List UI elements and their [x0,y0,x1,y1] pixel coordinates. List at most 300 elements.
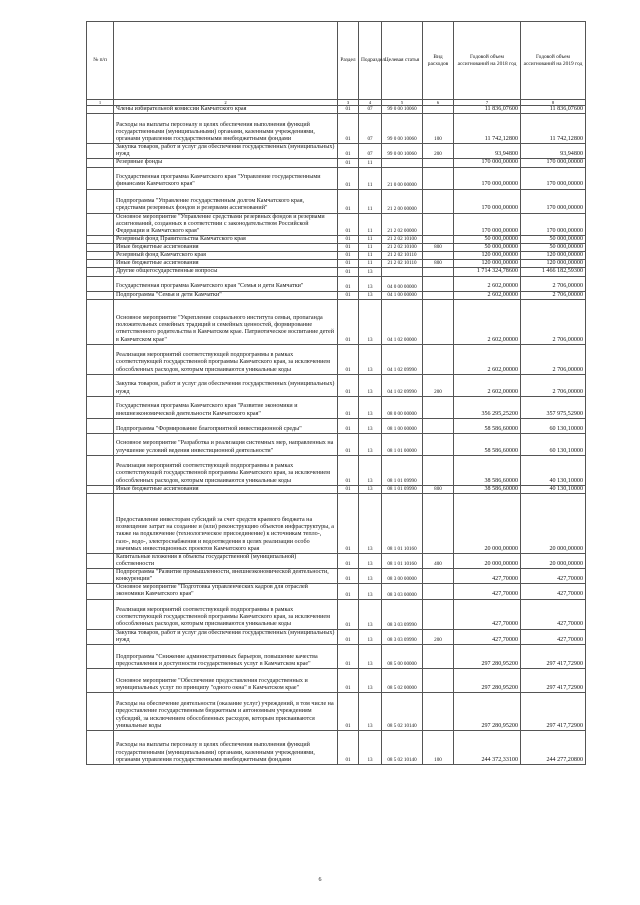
section-code: 01 [338,396,359,418]
col-number: 2 [114,100,338,106]
amount-2018: 58 586,60000 [454,433,521,455]
row-number [87,167,114,189]
item-name: Государственная программа Камчатского края "Развитие экономики и внешнеэкономической деятельности Камчатского края" [114,396,338,418]
section-code: 01 [338,692,359,730]
amount-2019: 170 000,00000 [521,167,586,189]
expense-type-code [423,418,454,433]
target-article-code: 08 5 02 00000 [382,668,423,692]
amount-2019: 120 000,00000 [521,252,586,260]
table-row [87,106,586,114]
target-article-code: 21 2 02 10100 [382,235,423,243]
amount-2018: 297 280,95200 [454,692,521,730]
table-row [87,668,586,692]
expense-type-code: 800 [423,244,454,252]
subsection-code: 13 [359,692,382,730]
section-code: 01 [338,418,359,433]
amount-2018: 427,70000 [454,599,521,629]
item-name: Расходы на выплаты персоналу в целях обеспечения выполнения функций государственными (муниципальными) органами, казенными учреждениями, органами управления государственными внебюджетными фондами [114,114,338,144]
amount-2019: 297 417,72900 [521,644,586,668]
subsection-code: 07 [359,106,382,114]
item-name: Расходы на обеспечение деятельности (оказание услуг) учреждений, в том числе на предоставление государственным бюджетным и автономным учреждениям субсидий, за исключением обособленных расходов, которым присваиваются уникальные коды [114,692,338,730]
row-number [87,455,114,485]
amount-2019: 11 836,07600 [521,106,586,114]
expense-type-code [423,235,454,243]
row-number [87,344,114,374]
col-number: 7 [454,100,521,106]
expense-type-code [423,299,454,344]
table-row [87,644,586,668]
item-name: Резервный фонд Правительства Камчатского края [114,235,338,243]
amount-2018: 93,94800 [454,144,521,159]
target-article-code: 99 0 00 10060 [382,106,423,114]
amount-2019: 60 130,10000 [521,418,586,433]
subsection-code: 13 [359,396,382,418]
target-article-code: 08 1 01 10160 [382,493,423,553]
amount-2018: 427,70000 [454,569,521,584]
section-code: 01 [338,344,359,374]
col-section-header: Раздел [338,22,359,100]
expense-type-code [423,433,454,455]
target-article-code [382,268,423,276]
amount-2018: 297 280,95200 [454,668,521,692]
col-number: 4 [359,100,382,106]
section-code: 01 [338,189,359,213]
table-row [87,433,586,455]
subsection-code: 07 [359,144,382,159]
amount-2018: 356 295,25200 [454,396,521,418]
subsection-code: 13 [359,299,382,344]
expense-type-code: 100 [423,730,454,764]
amount-2018: 120 000,00000 [454,252,521,260]
row-number [87,553,114,568]
row-number [87,692,114,730]
subsection-code: 11 [359,235,382,243]
table-row [87,159,586,167]
amount-2018: 1 714 324,78600 [454,268,521,276]
subsection-code: 13 [359,268,382,276]
amount-2019: 170 000,00000 [521,213,586,235]
row-number [87,268,114,276]
target-article-code: 21 2 02 00000 [382,213,423,235]
table-row [87,235,586,243]
section-code: 01 [338,455,359,485]
item-name: Подпрограмма "Семья и дети Камчатки" [114,291,338,299]
item-name: Иные бюджетные ассигнования [114,485,338,493]
table-row [87,584,586,599]
target-article-code: 21 2 02 10100 [382,244,423,252]
subsection-code: 13 [359,569,382,584]
section-code: 01 [338,106,359,114]
item-name: Резервный фонд Камчатского края [114,252,338,260]
expense-type-code [423,644,454,668]
expense-type-code: 200 [423,629,454,644]
expense-type-code [423,455,454,485]
table-row [87,599,586,629]
amount-2018: 20 000,00000 [454,553,521,568]
amount-2019: 93,94800 [521,144,586,159]
table-row [87,553,586,568]
row-number [87,493,114,553]
subsection-code: 11 [359,189,382,213]
item-name: Другие общегосударственные вопросы [114,268,338,276]
target-article-code: 08 3 03 09990 [382,599,423,629]
subsection-code: 13 [359,276,382,291]
subsection-code: 11 [359,260,382,268]
item-name: Закупка товаров, работ и услуг для обеспечения государственных (муниципальных) нужд [114,374,338,396]
amount-2018: 58 586,60000 [454,418,521,433]
table-row [87,213,586,235]
amount-2019: 40 130,10000 [521,485,586,493]
expense-type-code [423,252,454,260]
target-article-code: 04 1 00 00000 [382,291,423,299]
amount-2019: 20 000,00000 [521,493,586,553]
table-row [87,114,586,144]
item-name: Иные бюджетные ассигнования [114,260,338,268]
target-article-code: 08 1 00 00000 [382,418,423,433]
subsection-code: 13 [359,493,382,553]
subsection-code: 13 [359,418,382,433]
col-name-header [114,22,338,100]
item-name: Основное мероприятие "Управление средствами резервных фондов и резервами ассигнований, созданных в соответствии с законодательством Российской Федерации и Камчатского края" [114,213,338,235]
col-number: 6 [423,100,454,106]
amount-2019: 427,70000 [521,599,586,629]
expense-type-code [423,344,454,374]
target-article-code: 08 3 00 00000 [382,569,423,584]
target-article-code: 21 2 02 10110 [382,252,423,260]
item-name: Основное мероприятие "Укрепление социального института семьи, пропаганда положительных семейных традиций и семейных ценностей, формирование ответственного родительства в Камчатском крае. Патриотическое воспитание детей в Камчатском крае" [114,299,338,344]
row-number [87,114,114,144]
table-row [87,252,586,260]
amount-2019: 11 742,12800 [521,114,586,144]
subsection-code: 13 [359,599,382,629]
target-article-code: 08 1 01 09990 [382,455,423,485]
table-row [87,629,586,644]
amount-2018: 2 602,00000 [454,276,521,291]
expense-type-code [423,599,454,629]
target-article-code: 04 0 00 00000 [382,276,423,291]
row-number [87,433,114,455]
table-body [87,106,586,765]
expense-type-code [423,106,454,114]
col-number: 5 [382,100,423,106]
subsection-code: 13 [359,344,382,374]
amount-2018: 2 602,00000 [454,344,521,374]
expense-type-code: 800 [423,260,454,268]
table-row [87,299,586,344]
table-row [87,291,586,299]
amount-2018: 170 000,00000 [454,167,521,189]
table-row [87,244,586,252]
amount-2018: 11 742,12800 [454,114,521,144]
col-number: 8 [521,100,586,106]
expense-type-code: 200 [423,374,454,396]
item-name: Подпрограмма "Снижение административных барьеров, повышение качества предоставления и доступности государственных услуг в Камчатском крае" [114,644,338,668]
amount-2018: 20 000,00000 [454,493,521,553]
row-number [87,644,114,668]
item-name: Предоставление инвесторам субсидий за счет средств краевого бюджета на возмещение затрат на создание и (или) реконструкцию объектов инфраструктуры, а также на подключение (технологическое присоединение) к источникам тепло-, газо-, водо-, электроснабжения и водоотведения в целях реализации особо значимых инвестиционных проектов Камчатского края [114,493,338,553]
section-code: 01 [338,159,359,167]
budget-table [86,21,586,765]
target-article-code: 08 5 02 10140 [382,730,423,764]
item-name: Иные бюджетные ассигнования [114,244,338,252]
target-article-code: 21 2 00 00000 [382,189,423,213]
amount-2019: 40 130,10000 [521,455,586,485]
table-row [87,144,586,159]
subsection-code: 13 [359,455,382,485]
table-row [87,268,586,276]
expense-type-code [423,584,454,599]
item-name: Основное мероприятие "Разработка и реализация системных мер, направленных на улучшение условий ведения инвестиционной деятельности" [114,433,338,455]
row-number [87,159,114,167]
subsection-code: 11 [359,159,382,167]
target-article-code: 08 1 01 10160 [382,553,423,568]
amount-2019: 2 706,00000 [521,299,586,344]
subsection-code: 13 [359,668,382,692]
row-number [87,396,114,418]
subsection-code: 11 [359,213,382,235]
target-article-code: 21 0 00 00000 [382,167,423,189]
expense-type-code [423,189,454,213]
row-number [87,106,114,114]
target-article-code: 04 1 02 09990 [382,344,423,374]
amount-2019: 427,70000 [521,584,586,599]
header-row [87,22,586,100]
amount-2019: 170 000,00000 [521,189,586,213]
amount-2018: 38 586,60000 [454,485,521,493]
section-code: 01 [338,114,359,144]
section-code: 01 [338,584,359,599]
expense-type-code [423,213,454,235]
section-code: 01 [338,569,359,584]
target-article-code: 04 1 02 00000 [382,299,423,344]
row-number [87,235,114,243]
amount-2018: 50 000,00000 [454,235,521,243]
target-article-code: 08 5 00 00000 [382,644,423,668]
section-code: 01 [338,244,359,252]
table-row [87,493,586,553]
section-code: 01 [338,493,359,553]
row-number [87,144,114,159]
row-number [87,374,114,396]
row-number [87,252,114,260]
row-number [87,276,114,291]
expense-type-code: 100 [423,114,454,144]
item-name: Подпрограмма "Управление государственным долгом Камчатского края, средствами резервных фондов и резервами ассигнований" [114,189,338,213]
col-num-header: № п/п [87,22,114,100]
section-code: 01 [338,433,359,455]
amount-2019: 120 000,00000 [521,260,586,268]
item-name: Основное мероприятие "Обеспечение предоставления государственных и муниципальных услуг по принципу "одного окна" в Камчатском крае" [114,668,338,692]
expense-type-code [423,291,454,299]
expense-type-code [423,268,454,276]
section-code: 01 [338,644,359,668]
amount-2019: 244 277,20800 [521,730,586,764]
col-2018-header: Годовой объем ассигнований на 2018 год [454,22,521,100]
section-code: 01 [338,268,359,276]
table-row [87,569,586,584]
page-number: 6 [318,877,322,883]
row-number [87,244,114,252]
item-name: Закупка товаров, работ и услуг для обеспечения государственных (муниципальных) нужд [114,629,338,644]
col-2019-header: Годовой объем ассигнований на 2019 год [521,22,586,100]
amount-2018: 11 836,07600 [454,106,521,114]
table-row [87,396,586,418]
item-name: Основное мероприятие "Подготовка управленческих кадров для отраслей экономики Камчатского края" [114,584,338,599]
section-code: 01 [338,291,359,299]
amount-2018: 297 280,95200 [454,644,521,668]
amount-2018: 170 000,00000 [454,159,521,167]
table-row [87,455,586,485]
section-code: 01 [338,276,359,291]
section-code: 01 [338,553,359,568]
section-code: 01 [338,668,359,692]
row-number [87,260,114,268]
item-name: Реализация мероприятий соответствующей подпрограммы в рамках соответствующей государственной программы Камчатского края, за исключением обособленных расходов, которым присваиваются уникальные коды [114,455,338,485]
amount-2018: 120 000,00000 [454,260,521,268]
section-code: 01 [338,144,359,159]
item-name: Резервные фонды [114,159,338,167]
subsection-code: 07 [359,114,382,144]
amount-2018: 244 372,33100 [454,730,521,764]
table-row [87,189,586,213]
amount-2019: 50 000,00000 [521,244,586,252]
amount-2018: 170 000,00000 [454,213,521,235]
table-row [87,260,586,268]
amount-2019: 2 706,00000 [521,291,586,299]
subsection-code: 13 [359,730,382,764]
section-code: 01 [338,730,359,764]
amount-2019: 2 706,00000 [521,276,586,291]
expense-type-code: 400 [423,553,454,568]
item-name: Подпрограмма "Развитие промышленности, внешнеэкономической деятельности, конкуренции" [114,569,338,584]
col-target-header: Целевая статья [382,22,423,100]
table-row [87,730,586,764]
expense-type-code [423,159,454,167]
table-row [87,692,586,730]
table-header [87,22,586,106]
amount-2019: 1 466 182,59300 [521,268,586,276]
amount-2018: 427,70000 [454,584,521,599]
col-number: 3 [338,100,359,106]
row-number [87,299,114,344]
subsection-code: 13 [359,485,382,493]
expense-type-code [423,493,454,553]
target-article-code: 21 2 02 10110 [382,260,423,268]
amount-2019: 60 130,10000 [521,433,586,455]
col-subsection-header: Подраздел [359,22,382,100]
expense-type-code [423,167,454,189]
row-number [87,189,114,213]
expense-type-code: 200 [423,144,454,159]
target-article-code: 08 5 02 10140 [382,692,423,730]
subsection-code: 11 [359,167,382,189]
section-code: 01 [338,485,359,493]
section-code: 01 [338,252,359,260]
row-number [87,418,114,433]
expense-type-code [423,569,454,584]
amount-2019: 50 000,00000 [521,235,586,243]
table-row [87,418,586,433]
item-name: Члены избирательной комиссии Камчатского края [114,106,338,114]
target-article-code: 99 0 00 10060 [382,144,423,159]
row-number [87,629,114,644]
amount-2018: 2 602,00000 [454,291,521,299]
subsection-code: 13 [359,584,382,599]
subsection-code: 13 [359,433,382,455]
item-name: Государственная программа Камчатского края "Управление государственными финансами Камчатского края" [114,167,338,189]
expense-type-code: 800 [423,485,454,493]
table-row [87,167,586,189]
row-number [87,668,114,692]
row-number [87,213,114,235]
subsection-code: 13 [359,644,382,668]
expense-type-code [423,396,454,418]
row-number [87,569,114,584]
subsection-code: 11 [359,252,382,260]
table-row [87,485,586,493]
amount-2018: 2 602,00000 [454,299,521,344]
subsection-code: 13 [359,629,382,644]
item-name: Капитальные вложения в объекты государственной (муниципальной) собственности [114,553,338,568]
amount-2018: 427,70000 [454,629,521,644]
row-number [87,291,114,299]
row-number [87,730,114,764]
amount-2019: 20 000,00000 [521,553,586,568]
section-code: 01 [338,260,359,268]
target-article-code: 08 1 01 09990 [382,485,423,493]
item-name: Реализация мероприятий соответствующей подпрограммы в рамках соответствующей государственной программы Камчатского края, за исключением обособленных расходов, которым присваиваются уникальные коды [114,599,338,629]
table-row [87,276,586,291]
col-exptype-header: Вид расходов [423,22,454,100]
target-article-code: 99 0 00 10060 [382,114,423,144]
expense-type-code [423,276,454,291]
row-number [87,584,114,599]
amount-2018: 2 602,00000 [454,374,521,396]
amount-2019: 357 975,52900 [521,396,586,418]
target-article-code: 08 1 01 00000 [382,433,423,455]
section-code: 01 [338,629,359,644]
subsection-code: 13 [359,553,382,568]
subsection-code: 13 [359,374,382,396]
amount-2019: 427,70000 [521,569,586,584]
amount-2019: 2 706,00000 [521,344,586,374]
amount-2018: 50 000,00000 [454,244,521,252]
row-number [87,599,114,629]
item-name: Государственная программа Камчатского края "Семья и дети Камчатки" [114,276,338,291]
item-name: Закупка товаров, работ и услуг для обеспечения государственных (муниципальных) нужд [114,144,338,159]
section-code: 01 [338,213,359,235]
target-article-code: 08 0 00 00000 [382,396,423,418]
expense-type-code [423,668,454,692]
table-row [87,374,586,396]
item-name: Реализация мероприятий соответствующей подпрограммы в рамках соответствующей государственной программы Камчатского края, за исключением обособленных расходов, которым присваиваются уникальные коды [114,344,338,374]
section-code: 01 [338,299,359,344]
amount-2019: 427,70000 [521,629,586,644]
amount-2018: 38 586,60000 [454,455,521,485]
subsection-code: 11 [359,244,382,252]
amount-2019: 297 417,72900 [521,692,586,730]
target-article-code: 08 3 03 00000 [382,584,423,599]
amount-2019: 2 706,00000 [521,374,586,396]
amount-2018: 170 000,00000 [454,189,521,213]
subsection-code: 13 [359,291,382,299]
item-name: Подпрограмма "Формирование благоприятной инвестиционной среды" [114,418,338,433]
target-article-code: 04 1 02 09990 [382,374,423,396]
table-row [87,344,586,374]
target-article-code: 08 3 03 09990 [382,629,423,644]
target-article-code [382,159,423,167]
section-code: 01 [338,374,359,396]
